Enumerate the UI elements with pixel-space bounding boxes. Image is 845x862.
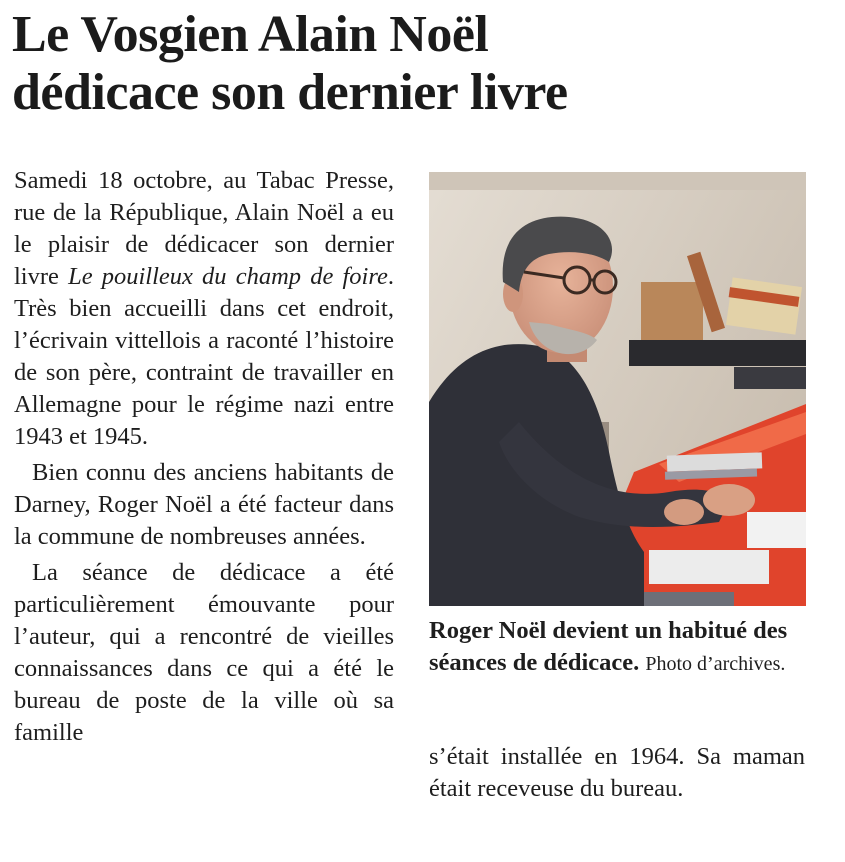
paragraph-2: Bien connu des anciens habitants de Darney, Roger Noël a été facteur dans la commune de nombreuses années. [14, 459, 394, 550]
paragraph-1 [14, 165, 394, 453]
article-left-column [14, 165, 394, 752]
photo-credit: Photo d’archives. [645, 653, 786, 675]
paragraph-1-tail: . Très bien accueilli dans cet endroit, l’écrivain vittellois a raconté l’histoire de son père, contraint de travailler en Allemagne pour le régime nazi entre 1943 et 1945. [14, 263, 394, 450]
paragraph-1-lead: Samedi 18 octobre, au Tabac Presse, rue de la République, Alain Noël a eu le plaisir de dédicacer son dernier livre [14, 167, 394, 290]
photo-caption [429, 615, 819, 680]
article-photo [429, 172, 806, 606]
paragraph-3: La séance de dédicace a été particulièrement émouvante pour l’auteur, qui a rencontré de vieilles connaissances dans ce qui a été le bureau de poste de la ville où sa famille [14, 559, 394, 746]
article-right-column [429, 741, 805, 805]
photo-illustration [429, 172, 806, 606]
paragraph-3-continued: s’était installée en 1964. Sa maman était receveuse du bureau. [429, 743, 805, 802]
headline-line-1: Le Vosgien Alain Noël [12, 6, 489, 63]
caption-text: Roger Noël devient un habitué des séances de dédicace. [429, 617, 788, 676]
headline [12, 6, 832, 122]
book-title: Le pouilleux du champ de foire [68, 263, 388, 290]
headline-line-2: dédicace son dernier livre [12, 64, 568, 121]
